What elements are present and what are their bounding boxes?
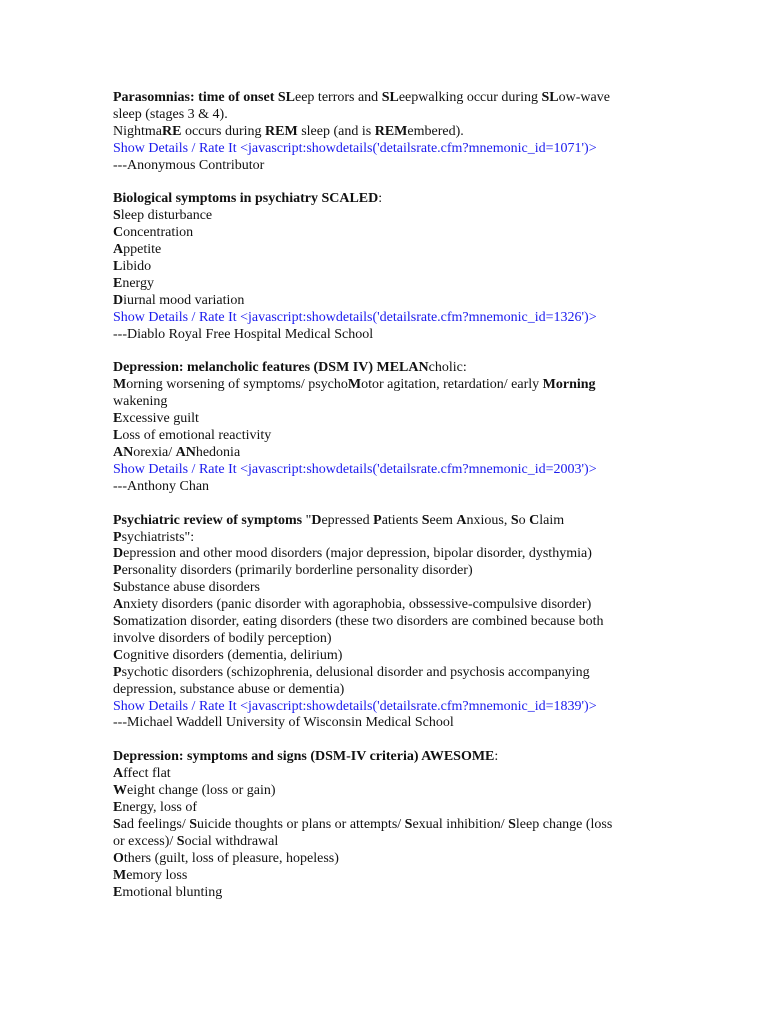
- text-run: emory loss: [126, 867, 188, 883]
- text-run: depression, substance abuse or dementia): [113, 681, 345, 697]
- bold-text: C: [113, 647, 124, 663]
- text-line: [113, 124, 653, 141]
- section-heading-line: [113, 749, 653, 766]
- details-link-line: [113, 699, 653, 716]
- section-spacer: [113, 175, 653, 192]
- mnemonic-section: [113, 513, 653, 733]
- text-run: oncentration: [123, 225, 194, 241]
- text-run: or excess)/: [113, 833, 177, 849]
- text-line: [113, 817, 653, 834]
- bold-text: SL: [277, 90, 295, 105]
- bold-text: D: [113, 292, 124, 308]
- text-run: nergy: [122, 275, 154, 291]
- bold-text: L: [113, 428, 123, 444]
- text-run: eepwalking occur during: [398, 90, 542, 105]
- text-line: [113, 293, 653, 310]
- text-run: epression and other mood disorders (major depression, bipolar disorder, dysthymia): [123, 546, 592, 562]
- document-page: [113, 90, 653, 901]
- mnemonic-section: [113, 90, 653, 175]
- text-run: xcessive guilt: [122, 411, 199, 427]
- text-run: eep terrors and: [295, 90, 382, 105]
- bold-text: P: [113, 529, 122, 545]
- show-details-link[interactable]: Show Details / Rate It <javascript:showdetails('detailsrate.cfm?mnemonic_id=1326')>: [113, 309, 597, 325]
- text-line: [113, 648, 653, 665]
- show-details-link[interactable]: Show Details / Rate It <javascript:showdetails('detailsrate.cfm?mnemonic_id=2003')>: [113, 461, 597, 477]
- text-line: [113, 580, 653, 597]
- contributor-line: ---Michael Waddell University of Wisconsin Medical School: [113, 715, 454, 731]
- text-line: [113, 208, 653, 225]
- bold-text: SL: [541, 90, 559, 105]
- text-run: orexia/: [133, 445, 176, 460]
- text-run: sleep (stages 3 & 4).: [113, 106, 228, 122]
- bold-text: A: [113, 766, 124, 782]
- text-line: [113, 563, 653, 580]
- text-run: thers (guilt, loss of pleasure, hopeless): [123, 850, 339, 866]
- bold-text: Morning: [542, 377, 596, 393]
- text-run: laim: [539, 512, 565, 528]
- bold-text: W: [113, 783, 127, 799]
- text-run: ibido: [122, 259, 152, 275]
- text-run: embered).: [407, 123, 464, 139]
- text-run: sychotic disorders (schizophrenia, delusional disorder and psychosis accompanying: [121, 664, 590, 680]
- bold-text: M: [113, 377, 127, 393]
- text-run: involve disorders of bodily perception): [113, 630, 332, 646]
- contributor-line: ---Anthony Chan: [113, 478, 210, 494]
- bold-text: L: [113, 259, 123, 275]
- text-run: sleep (and is: [297, 123, 375, 139]
- mnemonic-section: [113, 749, 653, 901]
- section-heading-line: [113, 360, 653, 377]
- text-run: :: [494, 749, 499, 765]
- section-heading-line: [113, 90, 653, 107]
- text-line: [113, 665, 653, 682]
- text-line: [113, 411, 653, 428]
- text-line: [113, 597, 653, 614]
- text-run: ersonality disorders (primarily borderline personality disorder): [121, 563, 473, 579]
- text-run: eem: [429, 512, 457, 528]
- contributor-line: ---Anonymous Contributor: [113, 157, 265, 173]
- text-run: atients: [381, 512, 422, 528]
- bold-text: E: [113, 411, 123, 427]
- text-line: [113, 107, 653, 124]
- section-heading-line: [113, 513, 653, 530]
- text-run: ow-wave: [558, 90, 610, 105]
- bold-text: A: [456, 512, 467, 528]
- text-run: ": [305, 512, 312, 528]
- text-line: [113, 225, 653, 242]
- text-line: [113, 445, 653, 462]
- text-run: motional blunting: [122, 884, 223, 900]
- bold-text: S: [113, 816, 121, 832]
- text-run: ubstance abuse disorders: [120, 580, 260, 596]
- text-run: ognitive disorders (dementia, delirium): [123, 647, 343, 663]
- text-line: [113, 614, 653, 631]
- bold-text: AN: [113, 445, 134, 460]
- text-run: hedonia: [195, 445, 241, 460]
- text-line: [113, 766, 653, 783]
- details-link-line: [113, 310, 653, 327]
- bold-text: P: [373, 512, 382, 528]
- bold-text: S: [113, 208, 121, 224]
- bold-text: SL: [381, 90, 399, 105]
- text-run: o: [518, 512, 530, 528]
- bold-text: A: [113, 242, 124, 258]
- text-run: ffect flat: [123, 766, 171, 782]
- bold-text: Depression: melancholic features (DSM IV) MELAN: [113, 360, 429, 376]
- bold-text: S: [421, 512, 430, 528]
- bold-text: D: [311, 512, 322, 528]
- text-line: [113, 530, 653, 547]
- text-run: omatization disorder, eating disorders (these two disorders are combined because both: [120, 614, 604, 630]
- details-link-line: [113, 141, 653, 158]
- bold-text: S: [113, 614, 121, 630]
- text-run: ad feelings/: [120, 816, 190, 832]
- bold-text: E: [113, 884, 123, 900]
- bold-text: P: [113, 563, 122, 579]
- text-run: epressed: [321, 512, 374, 528]
- bold-text: S: [113, 580, 121, 596]
- text-run: nergy, loss of: [122, 800, 198, 815]
- text-run: uicide thoughts or plans or attempts/: [197, 816, 405, 832]
- text-run: cholic:: [428, 360, 467, 376]
- text-run: occurs during: [181, 123, 266, 139]
- text-run: nxious,: [466, 512, 511, 528]
- section-spacer: [113, 732, 653, 749]
- bold-text: RE: [162, 123, 182, 139]
- bold-text: REM: [265, 123, 298, 139]
- text-run: sychiatrists":: [121, 529, 195, 545]
- text-line: [113, 682, 653, 699]
- text-line: [113, 377, 653, 394]
- text-line: [113, 800, 653, 817]
- bold-text: AN: [175, 445, 196, 460]
- bold-text: M: [347, 377, 362, 393]
- bold-text: D: [113, 546, 124, 562]
- text-run: Nightma: [113, 123, 162, 139]
- text-run: oss of emotional reactivity: [122, 428, 272, 444]
- bold-text: REM: [374, 123, 408, 139]
- text-run: ocial withdrawal: [184, 833, 279, 849]
- section-heading-line: [113, 191, 653, 208]
- text-line: [113, 868, 653, 885]
- text-line: [113, 276, 653, 293]
- bold-text: Psychiatric review of symptoms: [113, 512, 306, 528]
- bold-text: S: [176, 833, 185, 849]
- text-line: [113, 546, 653, 563]
- bold-text: A: [113, 597, 124, 613]
- section-spacer: [113, 496, 653, 513]
- text-line: [113, 783, 653, 800]
- bold-text: S: [189, 816, 198, 832]
- bold-text: C: [113, 225, 124, 241]
- bold-text: P: [113, 664, 122, 680]
- bold-text: S: [508, 816, 516, 832]
- text-run: ppetite: [123, 242, 162, 258]
- text-line: [113, 885, 653, 902]
- text-run: nxiety disorders (panic disorder with agoraphobia, obssessive-compulsive disorder): [123, 597, 592, 613]
- text-line: [113, 394, 653, 411]
- mnemonic-section: [113, 191, 653, 343]
- bold-text: E: [113, 275, 123, 291]
- bold-text: S: [510, 512, 519, 528]
- show-details-link[interactable]: Show Details / Rate It <javascript:showdetails('detailsrate.cfm?mnemonic_id=1839')>: [113, 698, 597, 714]
- text-line: [113, 259, 653, 276]
- text-run: eight change (loss or gain): [127, 783, 276, 799]
- bold-text: Biological symptoms in psychiatry SCALED: [113, 191, 379, 207]
- bold-text: Depression: symptoms and signs (DSM-IV criteria) AWESOME: [113, 749, 495, 765]
- text-line: [113, 851, 653, 868]
- bold-text: O: [113, 850, 124, 866]
- text-line: [113, 834, 653, 851]
- text-line: [113, 428, 653, 445]
- mnemonic-section: [113, 360, 653, 495]
- details-link-line: [113, 462, 653, 479]
- bold-text: S: [404, 816, 413, 832]
- contributor-line: ---Diablo Royal Free Hospital Medical School: [113, 326, 374, 342]
- text-run: :: [378, 191, 383, 207]
- section-spacer: [113, 344, 653, 361]
- text-run: otor agitation, retardation/ early: [361, 377, 543, 393]
- text-run: leep change (loss: [515, 816, 613, 832]
- bold-text: M: [113, 867, 127, 883]
- text-run: leep disturbance: [120, 208, 213, 224]
- text-run: wakening: [113, 394, 168, 410]
- text-line: [113, 242, 653, 259]
- text-run: iurnal mood variation: [123, 292, 245, 308]
- show-details-link[interactable]: Show Details / Rate It <javascript:showdetails('detailsrate.cfm?mnemonic_id=1071')>: [113, 140, 597, 156]
- bold-text: E: [113, 800, 123, 815]
- text-line: [113, 631, 653, 648]
- text-run: exual inhibition/: [412, 816, 509, 832]
- text-run: orning worsening of symptoms/ psycho: [126, 377, 348, 393]
- bold-text: C: [529, 512, 540, 528]
- bold-text: Parasomnias: time of onset: [113, 90, 278, 105]
